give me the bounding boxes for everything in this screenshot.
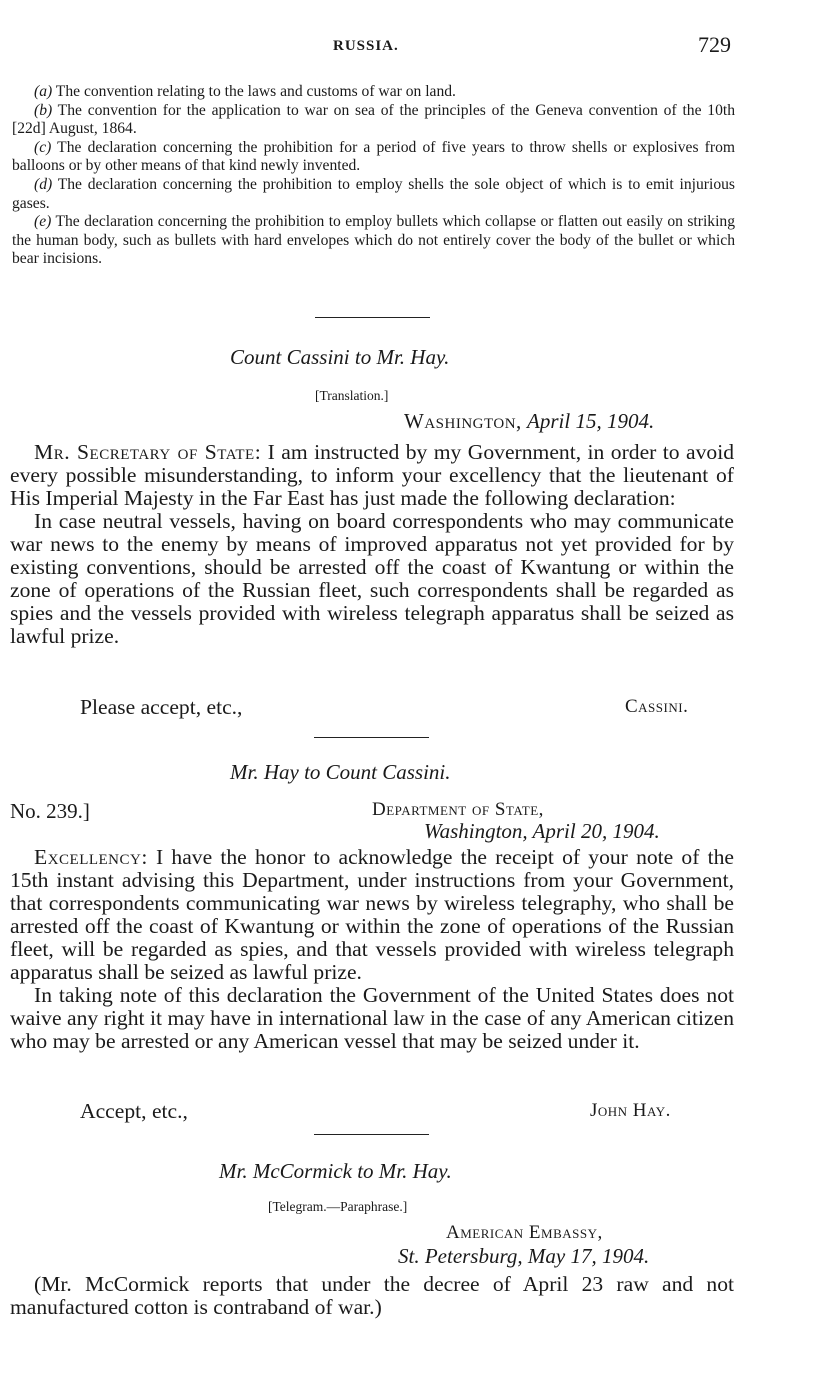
letter2-closing: Accept, etc., [80, 1099, 188, 1123]
list-item: (b) The convention for the application to war on sea of the principles of the Geneva convention of the 10th [22d] August, 1864. [12, 101, 735, 138]
letter1-dateline: Washington, April 15, 1904. [404, 409, 655, 433]
letter2-dateline: Washington, April 20, 1904. [424, 819, 660, 843]
letter2-paragraph: Excellency: I have the honor to acknowledge the receipt of your note of the 15th instant advising this Department, under instructions from your Government, that correspondents communicating war news by wireless telegraphy, who shall be arrested off the coast of Kwantung or within the zone of operations of the Russian fleet, will be regarded as spies, and that vessels provided with wireless telegraph apparatus shall be seized as lawful prize. [10, 845, 734, 984]
section-divider [315, 317, 430, 318]
running-title: RUSSIA. [333, 38, 399, 54]
letter3-paragraph: (Mr. McCormick reports that under the decree of April 23 raw and not manufactured cotton is contraband of war.) [10, 1272, 734, 1319]
letter3-place: American Embassy, [446, 1222, 603, 1243]
letter2-paragraph: In taking note of this declaration the Government of the United States does not waive any right it may have in international law in the case of any American citizen who may be arrested or any American vessel that may be seized under it. [10, 983, 734, 1053]
list-item: (d) The declaration concerning the prohibition to employ shells the sole object of which is to emit injurious gases. [12, 175, 735, 212]
letter2-body [10, 846, 734, 1053]
letter2-number: No. 239.] [10, 799, 90, 823]
letter1-note: [Translation.] [315, 388, 389, 403]
letter1-title: Count Cassini to Mr. Hay. [230, 345, 450, 369]
page-number: 729 [698, 32, 731, 57]
letter3-title: Mr. McCormick to Mr. Hay. [219, 1159, 452, 1183]
section-divider [314, 737, 429, 738]
list-item: (a) The convention relating to the laws and customs of war on land. [34, 83, 456, 100]
letter2-title: Mr. Hay to Count Cassini. [230, 760, 451, 784]
letter1-body [10, 441, 734, 648]
letter3-dateline: St. Petersburg, May 17, 1904. [398, 1244, 650, 1268]
section-divider [314, 1134, 429, 1135]
convention-list [12, 83, 735, 269]
letter1-closing: Please accept, etc., [80, 695, 243, 719]
letter2-department: Department of State, [372, 799, 544, 820]
letter2-signature: John Hay. [590, 1100, 671, 1121]
letter1-paragraph: Mr. Secretary of State: I am instructed by my Government, in order to avoid every possible misunderstanding, to inform your excellency that the lieutenant of His Imperial Majesty in the Far East has just made the following declaration: [10, 440, 734, 510]
letter1-signature: Cassini. [625, 696, 689, 717]
letter3-note: [Telegram.—Paraphrase.] [268, 1199, 408, 1214]
list-item: (e) The declaration concerning the prohibition to employ bullets which collapse or flatten out easily on striking the human body, such as bullets with hard envelopes which do not entirely cover the body of the bullet or which bear incisions. [12, 213, 735, 268]
letter3-body [10, 1273, 734, 1319]
letter1-paragraph: In case neutral vessels, having on board correspondents who may communicate war news to the enemy by means of improved apparatus not yet provided for by existing conventions, should be arrested off the coast of Kwantung or within the zone of operations of the Russian fleet, such correspondents shall be regarded as spies and the vessels provided with wireless telegraph apparatus shall be seized as lawful prize. [10, 509, 734, 648]
list-item: (c) The declaration concerning the prohibition for a period of five years to throw shells or explosives from balloons or by other means of that kind newly invented. [12, 138, 735, 175]
